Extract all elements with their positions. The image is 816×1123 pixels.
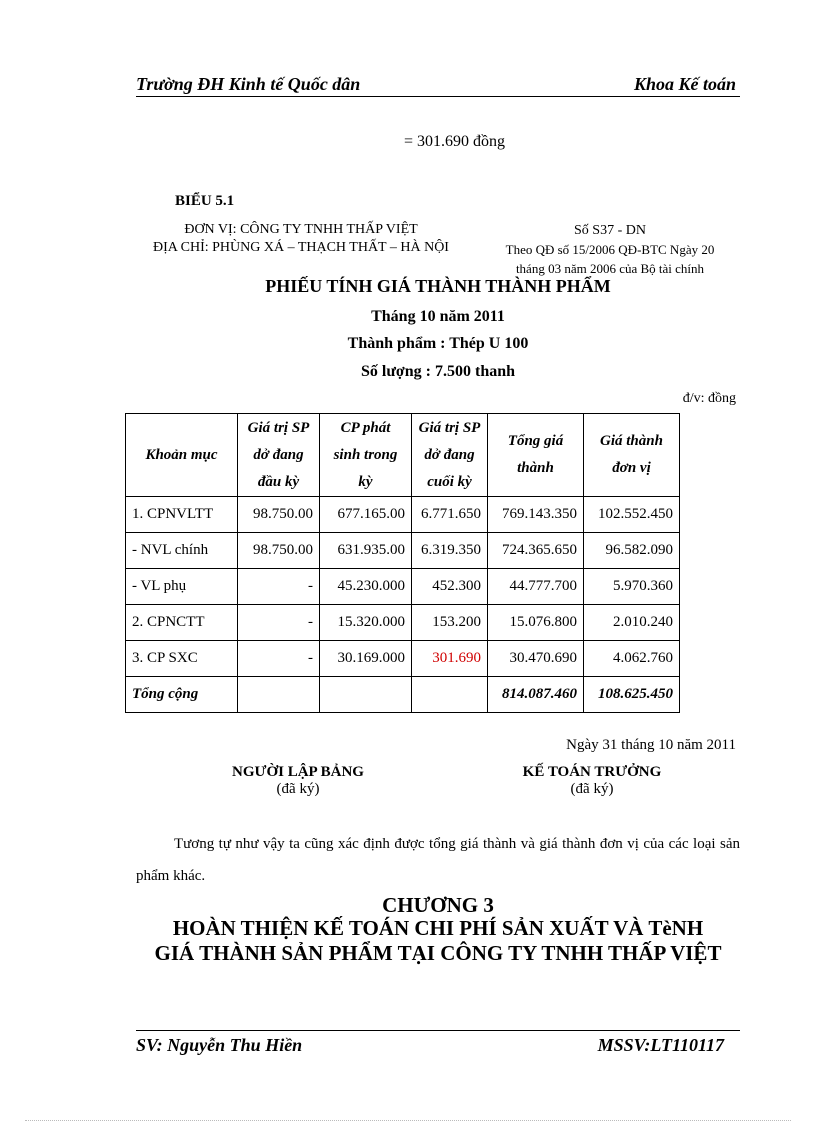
cell: 30.470.690 <box>488 641 584 677</box>
preparer-signature <box>188 764 408 798</box>
header-school: Trường ĐH Kinh tế Quốc dân <box>136 74 361 94</box>
total-label: Tổng cộng <box>126 677 238 713</box>
form-info <box>470 221 750 278</box>
preparer-title: NGƯỜI LẬP BẢNG <box>232 764 364 780</box>
cell: 98.750.00 <box>238 533 320 569</box>
decision-line-1: Theo QĐ số 15/2006 QĐ-BTC Ngày 20 <box>505 242 715 257</box>
header-period-cost: CP phát sinh trong kỳ <box>320 414 412 497</box>
currency-unit: đ/v: đồng <box>682 391 736 406</box>
table-row <box>126 605 680 641</box>
cell: 96.582.090 <box>584 533 680 569</box>
cell: 45.230.000 <box>320 569 412 605</box>
cell: 98.750.00 <box>238 497 320 533</box>
chapter-number: CHƯƠNG 3 <box>382 893 494 917</box>
sign-date: Ngày 31 tháng 10 năm 2011 <box>566 737 736 753</box>
header-rule <box>136 96 740 97</box>
cell: 15.076.800 <box>488 605 584 641</box>
table-header-row <box>126 414 680 497</box>
cell: 3. CP SXC <box>126 641 238 677</box>
chief-accountant-signature <box>482 764 702 798</box>
cell: 153.200 <box>412 605 488 641</box>
header-department: Khoa Kế toán <box>633 74 736 94</box>
header-total-cost: Tổng giá thành <box>488 414 584 497</box>
header-unit-cost: Giá thành đơn vị <box>584 414 680 497</box>
chief-title: KẾ TOÁN TRƯỞNG <box>522 764 662 780</box>
cell: 2.010.240 <box>584 605 680 641</box>
header-opening-wip: Giá trị SP dở đang đầu kỳ <box>238 414 320 497</box>
preparer-note: (đã ký) <box>276 781 320 797</box>
decision-line-2: tháng 03 năm 2006 của Bộ tài chính <box>515 261 705 276</box>
cell <box>320 677 412 713</box>
cell: 102.552.450 <box>584 497 680 533</box>
cell: 6.771.650 <box>412 497 488 533</box>
table-row <box>126 497 680 533</box>
cell: 30.169.000 <box>320 641 412 677</box>
table-number: BIỂU 5.1 <box>175 193 235 209</box>
cell: 2. CPNCTT <box>126 605 238 641</box>
cell: 6.319.350 <box>412 533 488 569</box>
table-row <box>126 533 680 569</box>
document-title: PHIẾU TÍNH GIÁ THÀNH THÀNH PHẨM <box>265 276 611 296</box>
page-edge <box>25 1120 791 1121</box>
cell: 15.320.000 <box>320 605 412 641</box>
cell: 724.365.650 <box>488 533 584 569</box>
table-row <box>126 641 680 677</box>
header-closing-wip: Giá trị SP dở đang cuối kỳ <box>412 414 488 497</box>
cost-table <box>125 413 680 713</box>
cell: - <box>238 569 320 605</box>
table-row <box>126 569 680 605</box>
cell: 631.935.00 <box>320 533 412 569</box>
total-cost: 814.087.460 <box>488 677 584 713</box>
cost-equation: = 301.690 đồng <box>404 133 506 150</box>
highlighted-cell: 301.690 <box>412 641 488 677</box>
table-total-row <box>126 677 680 713</box>
form-number: Số S37 - DN <box>574 223 646 238</box>
body-paragraph: Tương tự như vậy ta cũng xác định được tổng giá thành và giá thành đơn vị của các loại sản phẩm khác. <box>136 836 740 884</box>
company-address: ĐỊA CHỈ: PHÙNG XÁ – THẠCH THẤT – HÀ NỘI <box>153 240 449 255</box>
cell: - <box>238 605 320 641</box>
product: Thành phẩm : Thép U 100 <box>347 335 529 352</box>
cell: 5.970.360 <box>584 569 680 605</box>
cell: 4.062.760 <box>584 641 680 677</box>
cell: 44.777.700 <box>488 569 584 605</box>
cell: - NVL chính <box>126 533 238 569</box>
cell: - VL phụ <box>126 569 238 605</box>
cell <box>238 677 320 713</box>
cell: 1. CPNVLTT <box>126 497 238 533</box>
footer-student-id: MSSV:LT110117 <box>597 1035 724 1055</box>
cell: 452.300 <box>412 569 488 605</box>
period: Tháng 10 năm 2011 <box>371 308 505 325</box>
chapter-title-line-2: GIÁ THÀNH SẢN PHẨM TẠI CÔNG TY TNHH THẤP VIỆT <box>154 941 722 965</box>
cell: - <box>238 641 320 677</box>
chapter-title-line-1: HOÀN THIỆN KẾ TOÁN CHI PHÍ SẢN XUẤT VÀ TèNH <box>172 916 704 940</box>
chief-note: (đã ký) <box>570 781 614 797</box>
company-info <box>136 221 466 257</box>
company-name: ĐƠN VỊ: CÔNG TY TNHH THẤP VIỆT <box>184 222 418 237</box>
total-unit-cost: 108.625.450 <box>584 677 680 713</box>
cell: 769.143.350 <box>488 497 584 533</box>
footer-student: SV: Nguyễn Thu Hiền <box>136 1035 303 1055</box>
cell: 677.165.00 <box>320 497 412 533</box>
header-item: Khoản mục <box>126 414 238 497</box>
footer-rule <box>136 1030 740 1031</box>
quantity: Số lượng : 7.500 thanh <box>360 363 516 380</box>
cell <box>412 677 488 713</box>
